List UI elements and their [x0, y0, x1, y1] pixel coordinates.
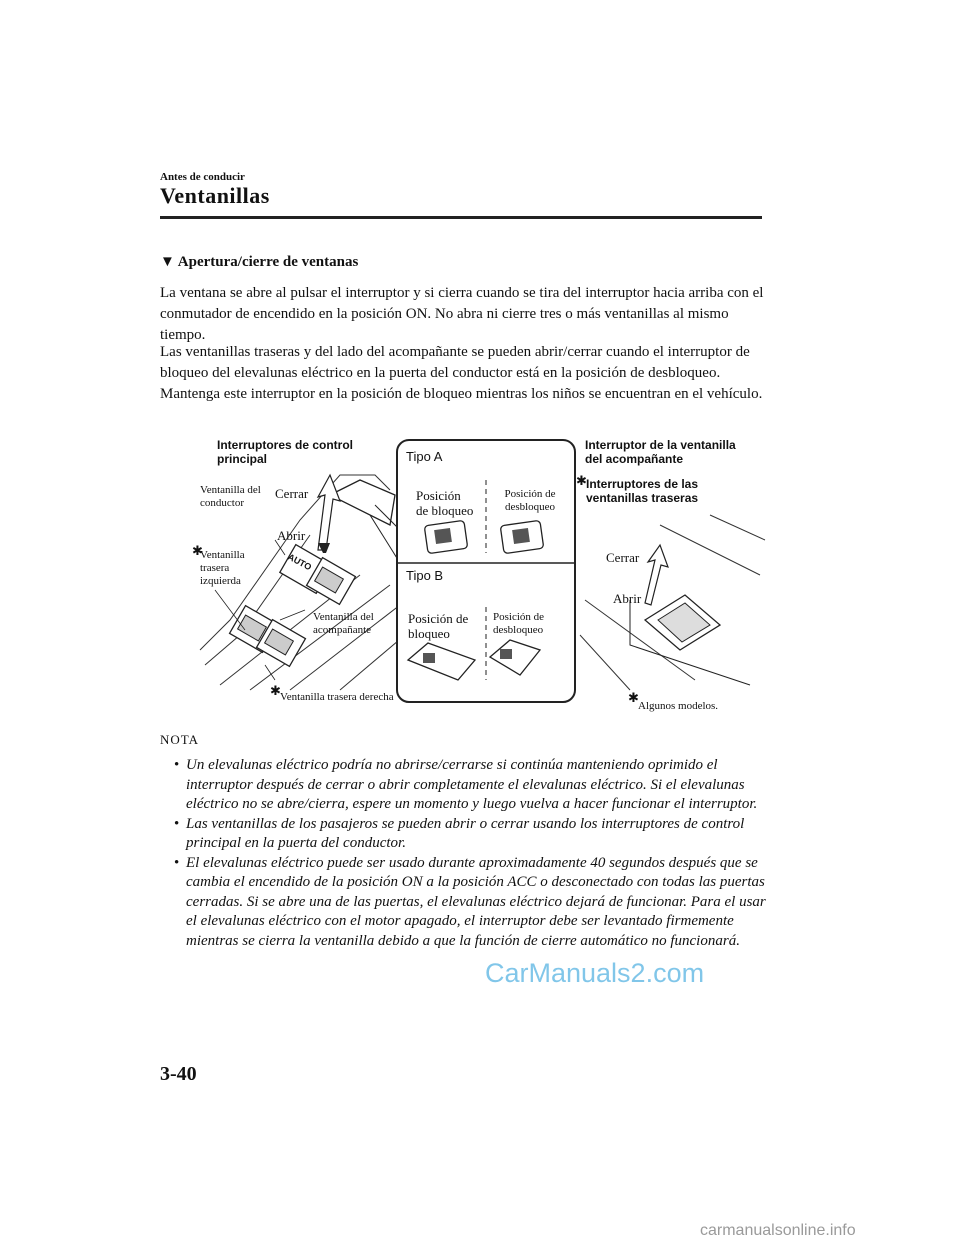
close-label-right: Cerrar	[606, 550, 640, 565]
bullet-icon: •	[174, 757, 180, 773]
type-a-lock-label: Posición de bloqueo	[416, 488, 474, 518]
paragraph-1: La ventana se abre al pulsar el interruptor y si cierra cuando se tira del interruptor hacia arriba con el conmutador de encendido en la posición ON. No abra ni cierre tres o más ventanillas al mismo tiempo.	[160, 285, 764, 343]
rear-left-label: Ventanilla trasera izquierda	[200, 549, 245, 587]
list-item-text: Las ventanillas de los pasajeros se pueden abrir o cerrar usando los interruptores de control principal en la puerta del conductor.	[186, 815, 745, 851]
type-b-unlock-label: Posición de desbloqueo	[493, 611, 545, 636]
passenger-window-label: Ventanilla del acompañante	[313, 611, 374, 636]
list-item	[172, 756, 767, 815]
rear-switches-label: Interruptores de las ventanillas traseras	[586, 477, 699, 505]
watermark-footer: carmanualsonline.info	[700, 1222, 856, 1239]
window-switch-figure	[190, 435, 770, 720]
star-icon: ✱	[270, 683, 281, 698]
star-icon: ✱	[628, 690, 639, 705]
list-item-text: El elevalunas eléctrico puede ser usado durante aproximadamente 40 segundos después que se cambia el encendido de la posición ON a la posición ACC o desconectado con todas las puertas cerradas. Si se abre una de las puertas, el elevalunas eléctrico dejará de funcionar. Para el usar el elevalunas eléctrico con el motor apagado, el interruptor debe ser levantado firmemente mientras se cierra la ventanilla debido a que la función de cierre automático no funcionará.	[186, 854, 766, 949]
list-item-text: Un elevalunas eléctrico podría no abrirse/cerrarse si continúa manteniendo oprimido el interruptor después de cerrar o abrir completamente el elevalunas eléctrico. Si el elevalunas eléctrico no se abre/cierra, espere un momento y luego vuelva a hacer funcionar el interruptor.	[186, 757, 758, 812]
type-a-unlock-button	[500, 520, 544, 553]
nota-heading: NOTA	[160, 732, 200, 747]
list-item	[172, 815, 767, 854]
main-arrow-icon	[318, 475, 340, 553]
bullet-icon: •	[174, 854, 180, 871]
subsection-heading	[160, 254, 358, 271]
main-switches-label: Interruptores de control principal	[217, 438, 354, 466]
passenger-switch-label: Interruptor de la ventanilla del acompañante	[585, 438, 736, 466]
driver-window-label: Ventanilla del conductor	[200, 484, 261, 509]
some-models-label: Algunos modelos.	[638, 700, 719, 712]
type-b-lock-label: Posición de bloqueo	[408, 611, 469, 641]
open-label-right: Abrir	[613, 591, 642, 606]
title-rule	[160, 216, 762, 219]
watermark-center: CarManuals2.com	[485, 958, 705, 988]
subsection-title: Apertura/cierre de ventanas	[177, 254, 359, 270]
triangle-marker-icon: ▼	[160, 254, 175, 270]
type-a-lock-button	[424, 520, 468, 553]
nota-list	[172, 756, 767, 951]
star-icon: ✱	[192, 543, 203, 558]
type-a-label: Tipo A	[406, 449, 443, 464]
open-label-left: Abrir	[277, 528, 306, 543]
bullet-icon: •	[174, 815, 180, 832]
paragraph-2: Las ventanillas traseras y del lado del acompañante se pueden abrir/cerrar cuando el interruptor de bloqueo del elevalunas eléctrico en la puerta del conductor está en la posición de desbloqueo. Mantenga este interruptor en la posición de bloqueo mientras los niños se encuentran en el vehículo.	[160, 344, 763, 402]
list-item	[172, 854, 767, 952]
page-title: Ventanillas	[160, 183, 270, 208]
passenger-arrow-icon	[645, 545, 668, 605]
section-label: Antes de conducir	[160, 171, 245, 183]
close-label-left: Cerrar	[275, 486, 309, 501]
star-icon: ✱	[576, 473, 587, 488]
type-a-unlock-label: Posición de desbloqueo	[504, 488, 556, 513]
passenger-switch	[630, 595, 750, 685]
auto-label: AUTO	[286, 551, 314, 573]
page-number: 3-40	[160, 1063, 197, 1085]
type-b-label: Tipo B	[406, 568, 444, 583]
rear-right-label: Ventanilla trasera derecha	[280, 691, 394, 703]
